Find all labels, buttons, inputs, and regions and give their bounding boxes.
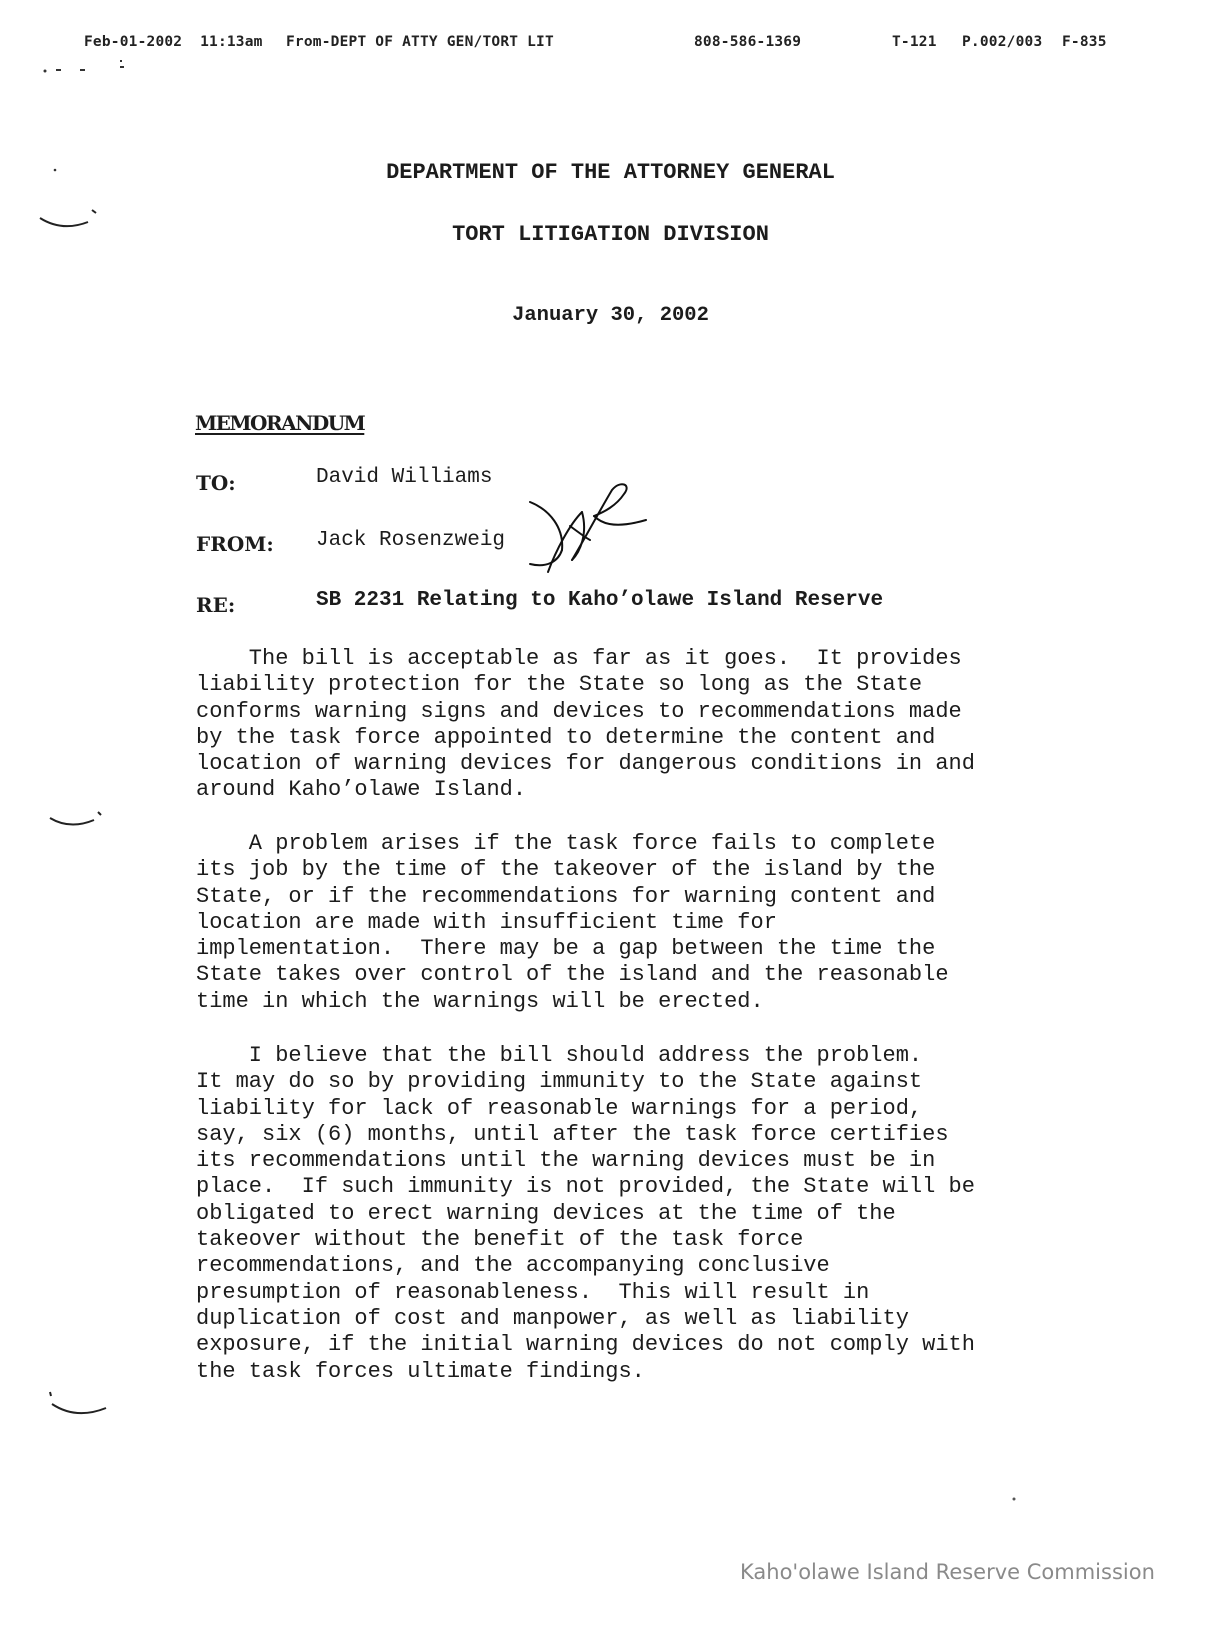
division-heading: TORT LITIGATION DIVISION bbox=[452, 222, 769, 247]
paragraph-line: the task forces ultimate findings. bbox=[196, 1358, 645, 1384]
paragraph-2 bbox=[196, 831, 1076, 1015]
signature-icon bbox=[520, 480, 660, 580]
paragraph-line: conforms warning signs and devices to recommendations made bbox=[196, 698, 962, 724]
punch-mark-icon bbox=[50, 1392, 106, 1413]
fax-page-number: P.002/003 bbox=[962, 34, 1043, 50]
paragraph-line: recommendations, and the accompanying conclusive bbox=[196, 1253, 830, 1279]
paragraph-line: It may do so by providing immunity to the State against bbox=[196, 1069, 923, 1095]
paragraph-line: A problem arises if the task force fails to complete bbox=[196, 831, 936, 856]
paragraph-line: The bill is acceptable as far as it goes. It provides bbox=[196, 646, 962, 671]
paragraph-line: implementation. There may be a gap between the time the bbox=[196, 936, 936, 962]
paragraph-1 bbox=[196, 646, 1076, 804]
re-value: SB 2231 Relating to Kaho’olawe Island Reserve bbox=[316, 589, 884, 612]
paragraph-line: its job by the time of the takeover of the island by the bbox=[196, 857, 936, 883]
paragraph-line: presumption of reasonableness. This will result in bbox=[196, 1279, 870, 1305]
paragraph-line: say, six (6) months, until after the task force certifies bbox=[196, 1121, 949, 1147]
paragraph-line: liability protection for the State so long as the State bbox=[196, 672, 923, 698]
paragraph-line: by the task force appointed to determine the content and bbox=[196, 724, 936, 750]
paragraph-line: its recommendations until the warning devices must be in bbox=[196, 1148, 936, 1174]
memo-date: January 30, 2002 bbox=[512, 304, 709, 327]
paragraph-line: duplication of cost and manpower, as well as liability bbox=[196, 1305, 909, 1331]
paragraph-line: exposure, if the initial warning devices do not comply with bbox=[196, 1332, 975, 1358]
re-label: RE: bbox=[196, 593, 236, 617]
punch-mark-icon bbox=[50, 812, 101, 825]
fax-transmission-id: T-121 bbox=[892, 34, 937, 50]
paragraph-line: location are made with insufficient time for bbox=[196, 909, 777, 935]
to-label: TO: bbox=[196, 471, 236, 495]
paragraph-line: liability for lack of reasonable warnings for a period, bbox=[196, 1095, 923, 1121]
margin-marks bbox=[0, 0, 130, 1420]
fax-from: From-DEPT OF ATTY GEN/TORT LIT bbox=[286, 34, 554, 50]
department-heading: DEPARTMENT OF THE ATTORNEY GENERAL bbox=[386, 160, 835, 185]
from-label: FROM: bbox=[196, 532, 274, 556]
fax-id: F-835 bbox=[1062, 34, 1107, 50]
to-value: David Williams bbox=[316, 466, 493, 489]
paragraph-line: time in which the warnings will be erected. bbox=[196, 988, 764, 1014]
paragraph-line: location of warning devices for dangerous conditions in and bbox=[196, 751, 975, 777]
paragraph-line: State takes over control of the island and the reasonable bbox=[196, 962, 949, 988]
from-value: Jack Rosenzweig bbox=[316, 529, 506, 552]
paragraph-line: place. If such immunity is not provided, the State will be bbox=[196, 1174, 975, 1200]
paragraph-line: I believe that the bill should address the problem. bbox=[196, 1043, 923, 1068]
paragraph-line: takeover without the benefit of the task force bbox=[196, 1227, 804, 1253]
source-watermark: Kaho'olawe Island Reserve Commission bbox=[740, 1560, 1155, 1584]
paragraph-line: obligated to erect warning devices at the time of the bbox=[196, 1200, 896, 1226]
paragraph-line: State, or if the recommendations for warning content and bbox=[196, 883, 936, 909]
fax-phone: 808-586-1369 bbox=[694, 34, 802, 50]
memo-title: MEMORANDUM bbox=[195, 411, 365, 435]
scan-speck bbox=[1010, 1495, 1018, 1503]
paragraph-3 bbox=[196, 1043, 1076, 1385]
fax-datetime: Feb-01-2002 11:13am bbox=[84, 34, 263, 50]
paragraph-line: around Kaho’olawe Island. bbox=[196, 777, 527, 803]
